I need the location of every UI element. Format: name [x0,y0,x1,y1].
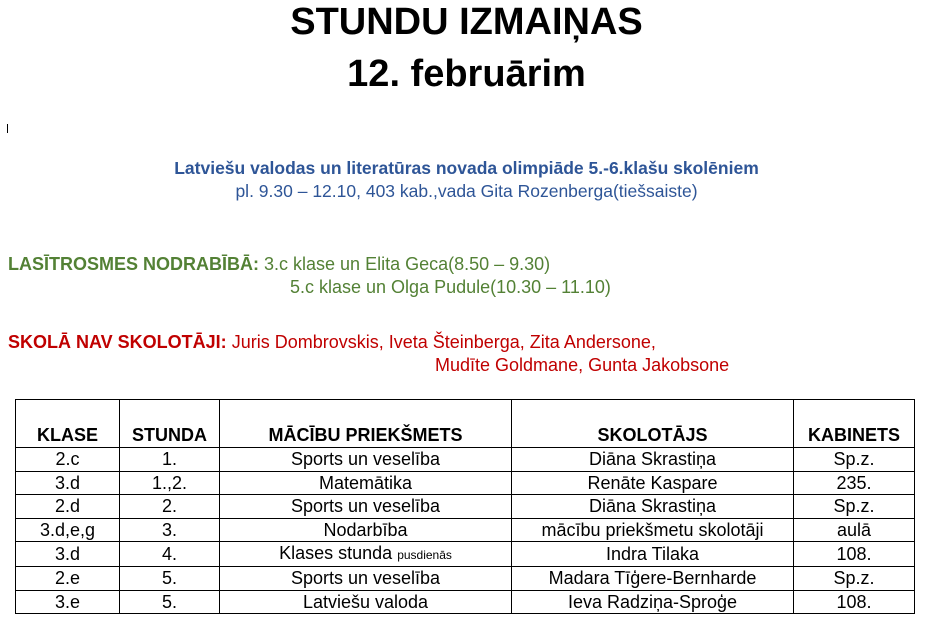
olympiad-notice [0,157,933,203]
cell-klase: 3.d [16,471,120,495]
cell-teacher: Diāna Skrastiņa [512,448,794,472]
table-header-row [16,400,915,448]
cell-stunda: 4. [120,542,220,567]
absent-label: SKOLĀ NAV SKOLOTĀJI: [8,332,227,352]
reading-item-2: 5.c klase un Olga Pudule(10.30 – 11.10) [290,277,611,297]
cell-room: Sp.z. [794,448,915,472]
cell-subject: Sports un veselība [220,448,512,472]
subject-note: pusdienās [397,548,452,562]
table-row [16,567,915,591]
subject-text: Klases stunda [279,543,393,563]
cell-room: aulā [794,518,915,542]
header-teacher: SKOLOTĀJS [512,400,794,448]
cell-stunda: 5. [120,567,220,591]
cell-stunda: 5. [120,590,220,614]
cell-klase: 3.e [16,590,120,614]
cell-subject [220,542,512,567]
cell-stunda: 2. [120,495,220,519]
text-cursor [7,124,8,133]
cell-subject: Matemātika [220,471,512,495]
cell-teacher: Renāte Kaspare [512,471,794,495]
cell-subject: Nodarbība [220,518,512,542]
cell-room: 108. [794,590,915,614]
table-row [16,471,915,495]
cell-room: 235. [794,471,915,495]
schedule-table [15,399,915,614]
cell-klase: 2.e [16,567,120,591]
absent-teachers-1: Juris Dombrovskis, Iveta Šteinberga, Zita Andersone, [231,332,656,352]
cell-stunda: 3. [120,518,220,542]
header-room: KABINETS [794,400,915,448]
table-row [16,495,915,519]
cell-teacher: Ieva Radziņa-Sproģe [512,590,794,614]
olympiad-title: Latviešu valodas un literatūras novada olimpiāde 5.-6.klašu skolēniem [174,158,759,178]
cell-stunda: 1. [120,448,220,472]
olympiad-details: pl. 9.30 – 12.10, 403 kab.,vada Gita Rozenberga(tiešsaiste) [235,181,698,201]
absent-teachers-2: Mudīte Goldmane, Gunta Jakobsone [435,355,730,375]
header-klase: KLASE [16,400,120,448]
cell-room: 108. [794,542,915,567]
cell-teacher: Indra Tilaka [512,542,794,567]
cell-teacher: mācību priekšmetu skolotāji [512,518,794,542]
cell-subject: Sports un veselība [220,567,512,591]
table-row [16,448,915,472]
table-row [16,590,915,614]
reading-line-1 [8,253,550,276]
table-row [16,542,915,567]
page-subtitle-date: 12. februārim [347,53,586,95]
cell-subject: Sports un veselība [220,495,512,519]
cell-room: Sp.z. [794,567,915,591]
absent-line-1 [8,331,656,354]
header-stunda: STUNDA [120,400,220,448]
cell-klase: 2.c [16,448,120,472]
cell-subject: Latviešu valoda [220,590,512,614]
cell-teacher: Madara Tīģere-Bernharde [512,567,794,591]
reading-label: LASĪTROSMES NODRABĪBĀ: [8,254,259,274]
table-row [16,518,915,542]
cell-klase: 3.d [16,542,120,567]
reading-item-1: 3.c klase un Elita Geca(8.50 – 9.30) [264,254,551,274]
cell-klase: 2.d [16,495,120,519]
cell-teacher: Diāna Skrastiņa [512,495,794,519]
page-title: STUNDU IZMAIŅAS [290,1,643,43]
cell-klase: 3.d,e,g [16,518,120,542]
cell-room: Sp.z. [794,495,915,519]
cell-stunda: 1.,2. [120,471,220,495]
header-subject: MĀCĪBU PRIEKŠMETS [220,400,512,448]
